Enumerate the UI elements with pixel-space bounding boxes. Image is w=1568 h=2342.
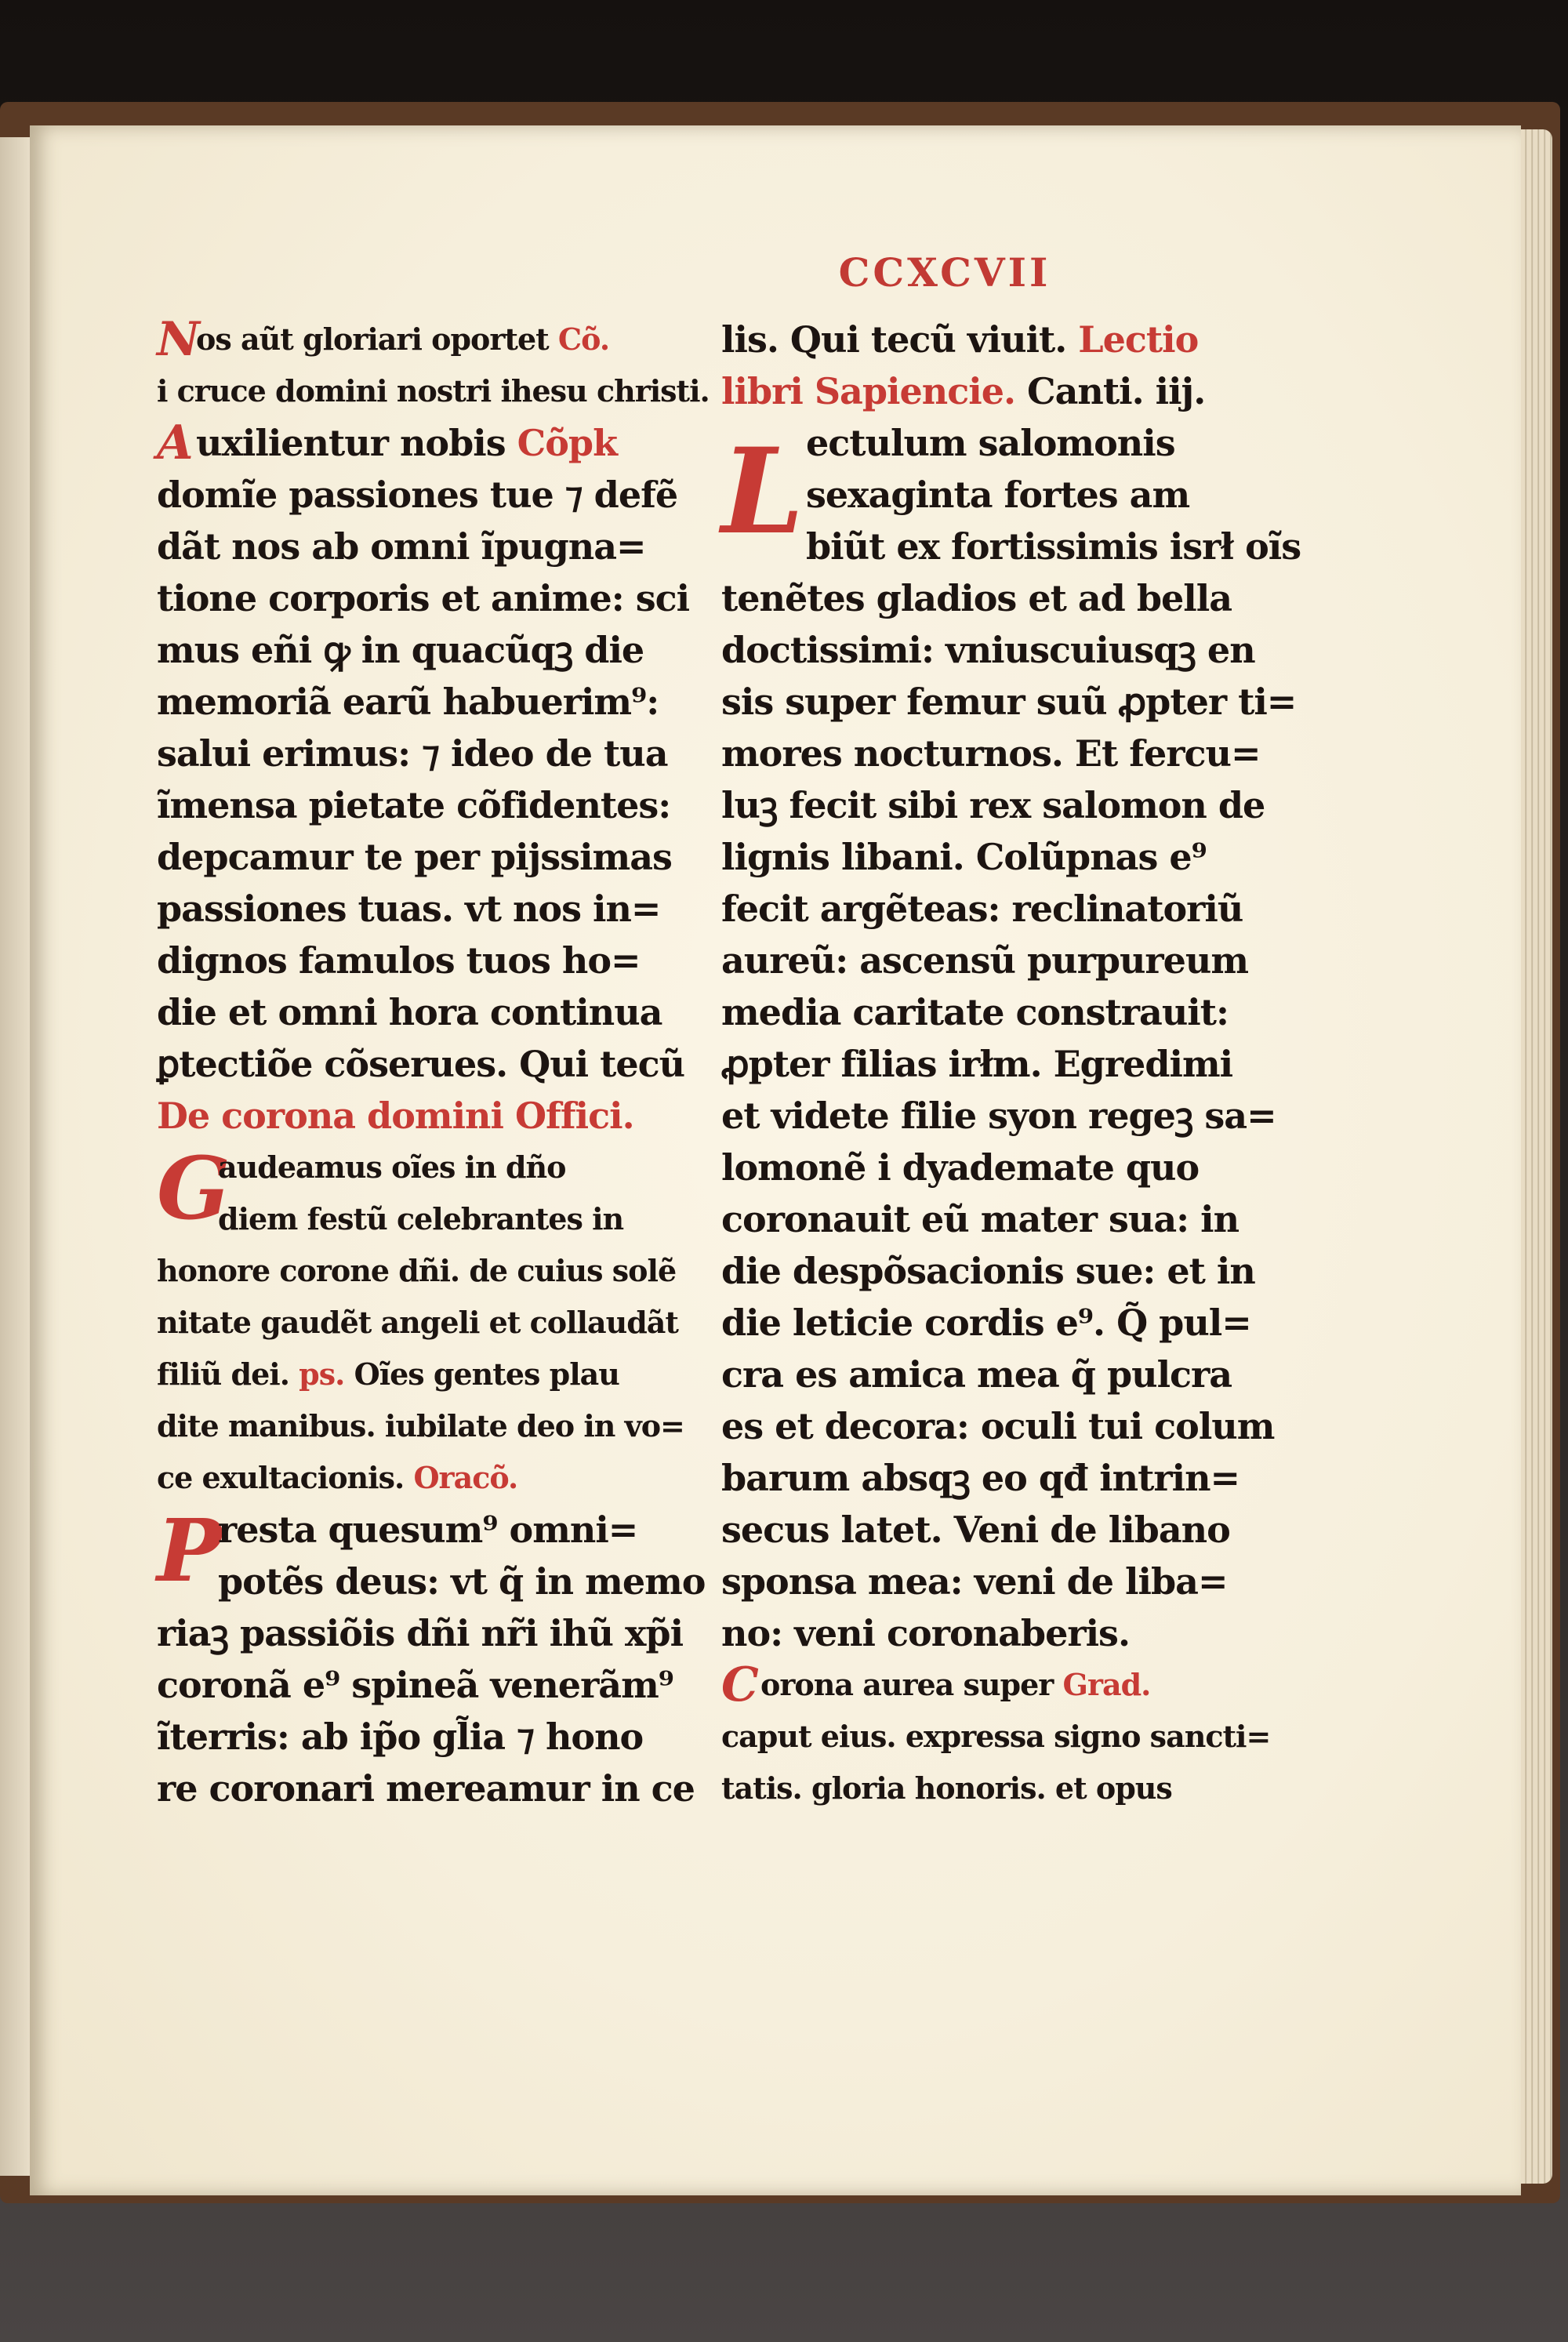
text-line <box>721 1349 1232 1400</box>
paragraph <box>721 417 1301 1659</box>
text-line <box>721 1607 1192 1659</box>
line-text: biũt ex fortissimis isrł oĩs <box>806 525 1301 568</box>
text-line <box>157 469 678 521</box>
line-text: aureũ: ascensũ purpureum <box>721 939 1249 982</box>
line-text: caput eius. expressa signo sancti= <box>721 1719 1271 1754</box>
line-text: potẽs deus: vt q̃ in memo <box>218 1560 706 1603</box>
line-text: dite manibus. iubilate deo in vo= <box>157 1408 684 1443</box>
line-text: coronã e⁹ spineã venerãm⁹ <box>157 1664 673 1706</box>
text-line <box>157 417 643 469</box>
text-line <box>157 1556 706 1607</box>
line-text: coronauit eũ mater sua: in <box>721 1198 1240 1240</box>
text-line <box>157 1607 684 1659</box>
text-line <box>157 365 710 417</box>
line-text: depcamur te per pijssimas <box>157 836 672 878</box>
line-text: ꝓpter filias irłm. Egredimi <box>721 1043 1233 1085</box>
line-text: i cruce domini nostri ihesu christi. <box>157 373 710 408</box>
text-line <box>721 1142 1200 1193</box>
text-line <box>721 935 1249 986</box>
paragraph <box>157 312 710 417</box>
line-text: re coronari mereamur in ce <box>157 1767 695 1810</box>
left-column <box>157 312 710 1814</box>
line-text: mores nocturnos. Et fercu= <box>721 732 1261 775</box>
text-line <box>721 314 1199 365</box>
line-text-after: Oĩes gentes plau <box>344 1356 619 1392</box>
text-line <box>157 1763 695 1814</box>
line-text: sponsa mea: veni de liba= <box>721 1560 1228 1603</box>
text-line <box>157 1142 643 1193</box>
line-text: lomonẽ i dyademate quo <box>721 1146 1200 1189</box>
text-line <box>157 676 659 728</box>
text-line <box>721 1711 1271 1763</box>
line-text: salui erimus: ⁊ ideo de tua <box>157 732 668 775</box>
text-line <box>721 831 1207 883</box>
text-line <box>157 521 646 572</box>
text-line <box>157 1400 684 1452</box>
line-text: es et decora: oculi tui colum <box>721 1405 1275 1447</box>
line-text: tione corporis et anime: sci <box>157 577 690 619</box>
text-line <box>157 624 643 676</box>
line-text: barum absqꝫ eo qđ intrin= <box>721 1457 1240 1499</box>
text-line <box>721 1556 1228 1607</box>
text-line <box>721 1193 1240 1245</box>
text-line <box>721 1245 1255 1297</box>
text-line <box>157 779 671 831</box>
line-text: die leticie cordis e⁹. Q̃ pul= <box>721 1302 1251 1344</box>
text-line <box>157 935 643 986</box>
text-line <box>157 1349 643 1400</box>
line-text: dignos famulos tuos ho= <box>157 939 641 982</box>
line-text: et videte filie syon regeꝫ sa= <box>721 1095 1276 1137</box>
text-line <box>157 883 661 935</box>
rubricated-initial: P <box>157 1500 222 1601</box>
text-line <box>721 883 1243 935</box>
line-text: os aũt gloriari oportet <box>196 321 558 357</box>
folio-number: CCXCVII <box>838 249 1051 296</box>
text-line <box>721 1297 1251 1349</box>
paragraph <box>721 1658 1271 1814</box>
text-line <box>721 986 1229 1038</box>
text-line <box>721 1090 1276 1142</box>
line-text: secus latet. Veni de libano <box>721 1509 1230 1551</box>
paragraph <box>157 1500 706 1814</box>
line-text: memoriã earũ habuerim⁹: <box>157 681 659 723</box>
section-heading: De corona domini Offici. <box>157 1095 634 1137</box>
text-line <box>157 831 672 883</box>
paragraph <box>157 1138 684 1504</box>
line-text: media caritate constrauit: <box>721 991 1229 1033</box>
line-text: mus eñi ꝙ in quacũqꝫ die <box>157 629 644 671</box>
line-text: orona aurea super <box>760 1667 1063 1702</box>
line-text: audeamus oĩes in dño <box>218 1149 566 1185</box>
text-line <box>721 365 1206 417</box>
rubric-text: Oracõ. <box>413 1460 518 1495</box>
line-text: ĩmensa pietate cõfidentes: <box>157 784 671 826</box>
line-text: ce exultacionis. <box>157 1460 414 1495</box>
text-line <box>157 1659 673 1711</box>
line-text: domĩe passiones tue ⁊ defẽ <box>157 474 678 516</box>
rubricated-initial: N <box>157 312 200 367</box>
line-text: die et omni hora continua <box>157 991 662 1033</box>
right-column <box>721 314 1301 1814</box>
text-line <box>721 1452 1240 1504</box>
line-text: fecit argẽteas: reclinatoriũ <box>721 888 1243 930</box>
line-text: die despõsacionis sue: et in <box>721 1250 1255 1292</box>
line-text: diem festũ celebrantes in <box>218 1201 624 1236</box>
text-line <box>157 1245 677 1297</box>
text-line <box>721 1659 1192 1711</box>
line-text: doctissimi: vniuscuiusqꝫ en <box>721 629 1255 671</box>
rubricated-initial: L <box>721 423 804 561</box>
line-text: ꝑtectiõe cõserues. Qui tecũ <box>157 1043 685 1085</box>
line-text: honore corone dñi. de cuius solẽ <box>157 1253 677 1288</box>
text-line <box>157 1297 678 1349</box>
text-line <box>157 986 662 1038</box>
line-text: uxilientur nobis <box>196 422 517 464</box>
line-text: lignis libani. Colũpnas e⁹ <box>721 836 1207 878</box>
text-line <box>721 1763 1192 1814</box>
text-line <box>721 1038 1233 1090</box>
rubricated-initial: G <box>157 1138 230 1239</box>
text-line <box>157 314 643 365</box>
line-text: dãt nos ab omni ĩpugna= <box>157 525 646 568</box>
line-text: sexaginta fortes am <box>806 474 1190 516</box>
line-text: ĩterris: ab ip̃o gl̃ia ⁊ hono <box>157 1716 644 1758</box>
line-text: resta quesum⁹ omni= <box>218 1509 638 1551</box>
rubric-text: Grad. <box>1062 1667 1151 1702</box>
line-text: lis. Qui tecũ viuit. <box>721 318 1079 361</box>
line-text: nitate gaudẽt angeli et collaudãt <box>157 1305 678 1340</box>
text-line <box>721 779 1265 831</box>
line-text: ectulum salomonis <box>806 422 1175 464</box>
line-text: tenẽtes gladios et ad bella <box>721 577 1232 619</box>
text-line <box>157 1711 643 1763</box>
rubric-text: Cõ. <box>557 321 610 357</box>
text-line <box>721 1400 1275 1452</box>
rubric-text: libri Sapiencie. <box>721 370 1015 412</box>
rubric-text: ps. <box>299 1356 345 1392</box>
rubricated-initial: C <box>721 1658 759 1712</box>
text-line <box>157 728 668 779</box>
line-text: passiones tuas. vt nos in= <box>157 888 661 930</box>
line-text: no: veni coronaberis. <box>721 1612 1130 1654</box>
text-line <box>721 1504 1230 1556</box>
text-line <box>157 1452 643 1504</box>
rubricated-initial: A <box>157 416 194 470</box>
line-text: sis super femur suũ ꝓpter ti= <box>721 681 1297 723</box>
text-line <box>157 572 690 624</box>
line-text-after: Canti. iij. <box>1014 370 1206 412</box>
previous-leaf-edge <box>0 137 31 2176</box>
text-line <box>157 1193 643 1245</box>
text-line <box>721 676 1297 728</box>
line-text: cra es amica mea q̃ pulcra <box>721 1353 1232 1396</box>
line-text: riaꝫ passiõis dñi nr̃i ihũ xp̃i <box>157 1612 684 1654</box>
rubric-text: Lectio <box>1078 318 1199 361</box>
text-line <box>721 572 1232 624</box>
text-line <box>157 1504 643 1556</box>
line-text: luꝫ fecit sibi rex salomon de <box>721 784 1265 826</box>
text-line <box>721 728 1261 779</box>
text-line <box>721 624 1255 676</box>
line-text: filiũ dei. <box>157 1356 299 1392</box>
paragraph <box>157 416 690 1090</box>
text-line <box>157 1038 685 1090</box>
line-text: tatis. gloria honoris. et opus <box>721 1770 1172 1806</box>
rubric-text: Cõpk <box>517 422 617 464</box>
